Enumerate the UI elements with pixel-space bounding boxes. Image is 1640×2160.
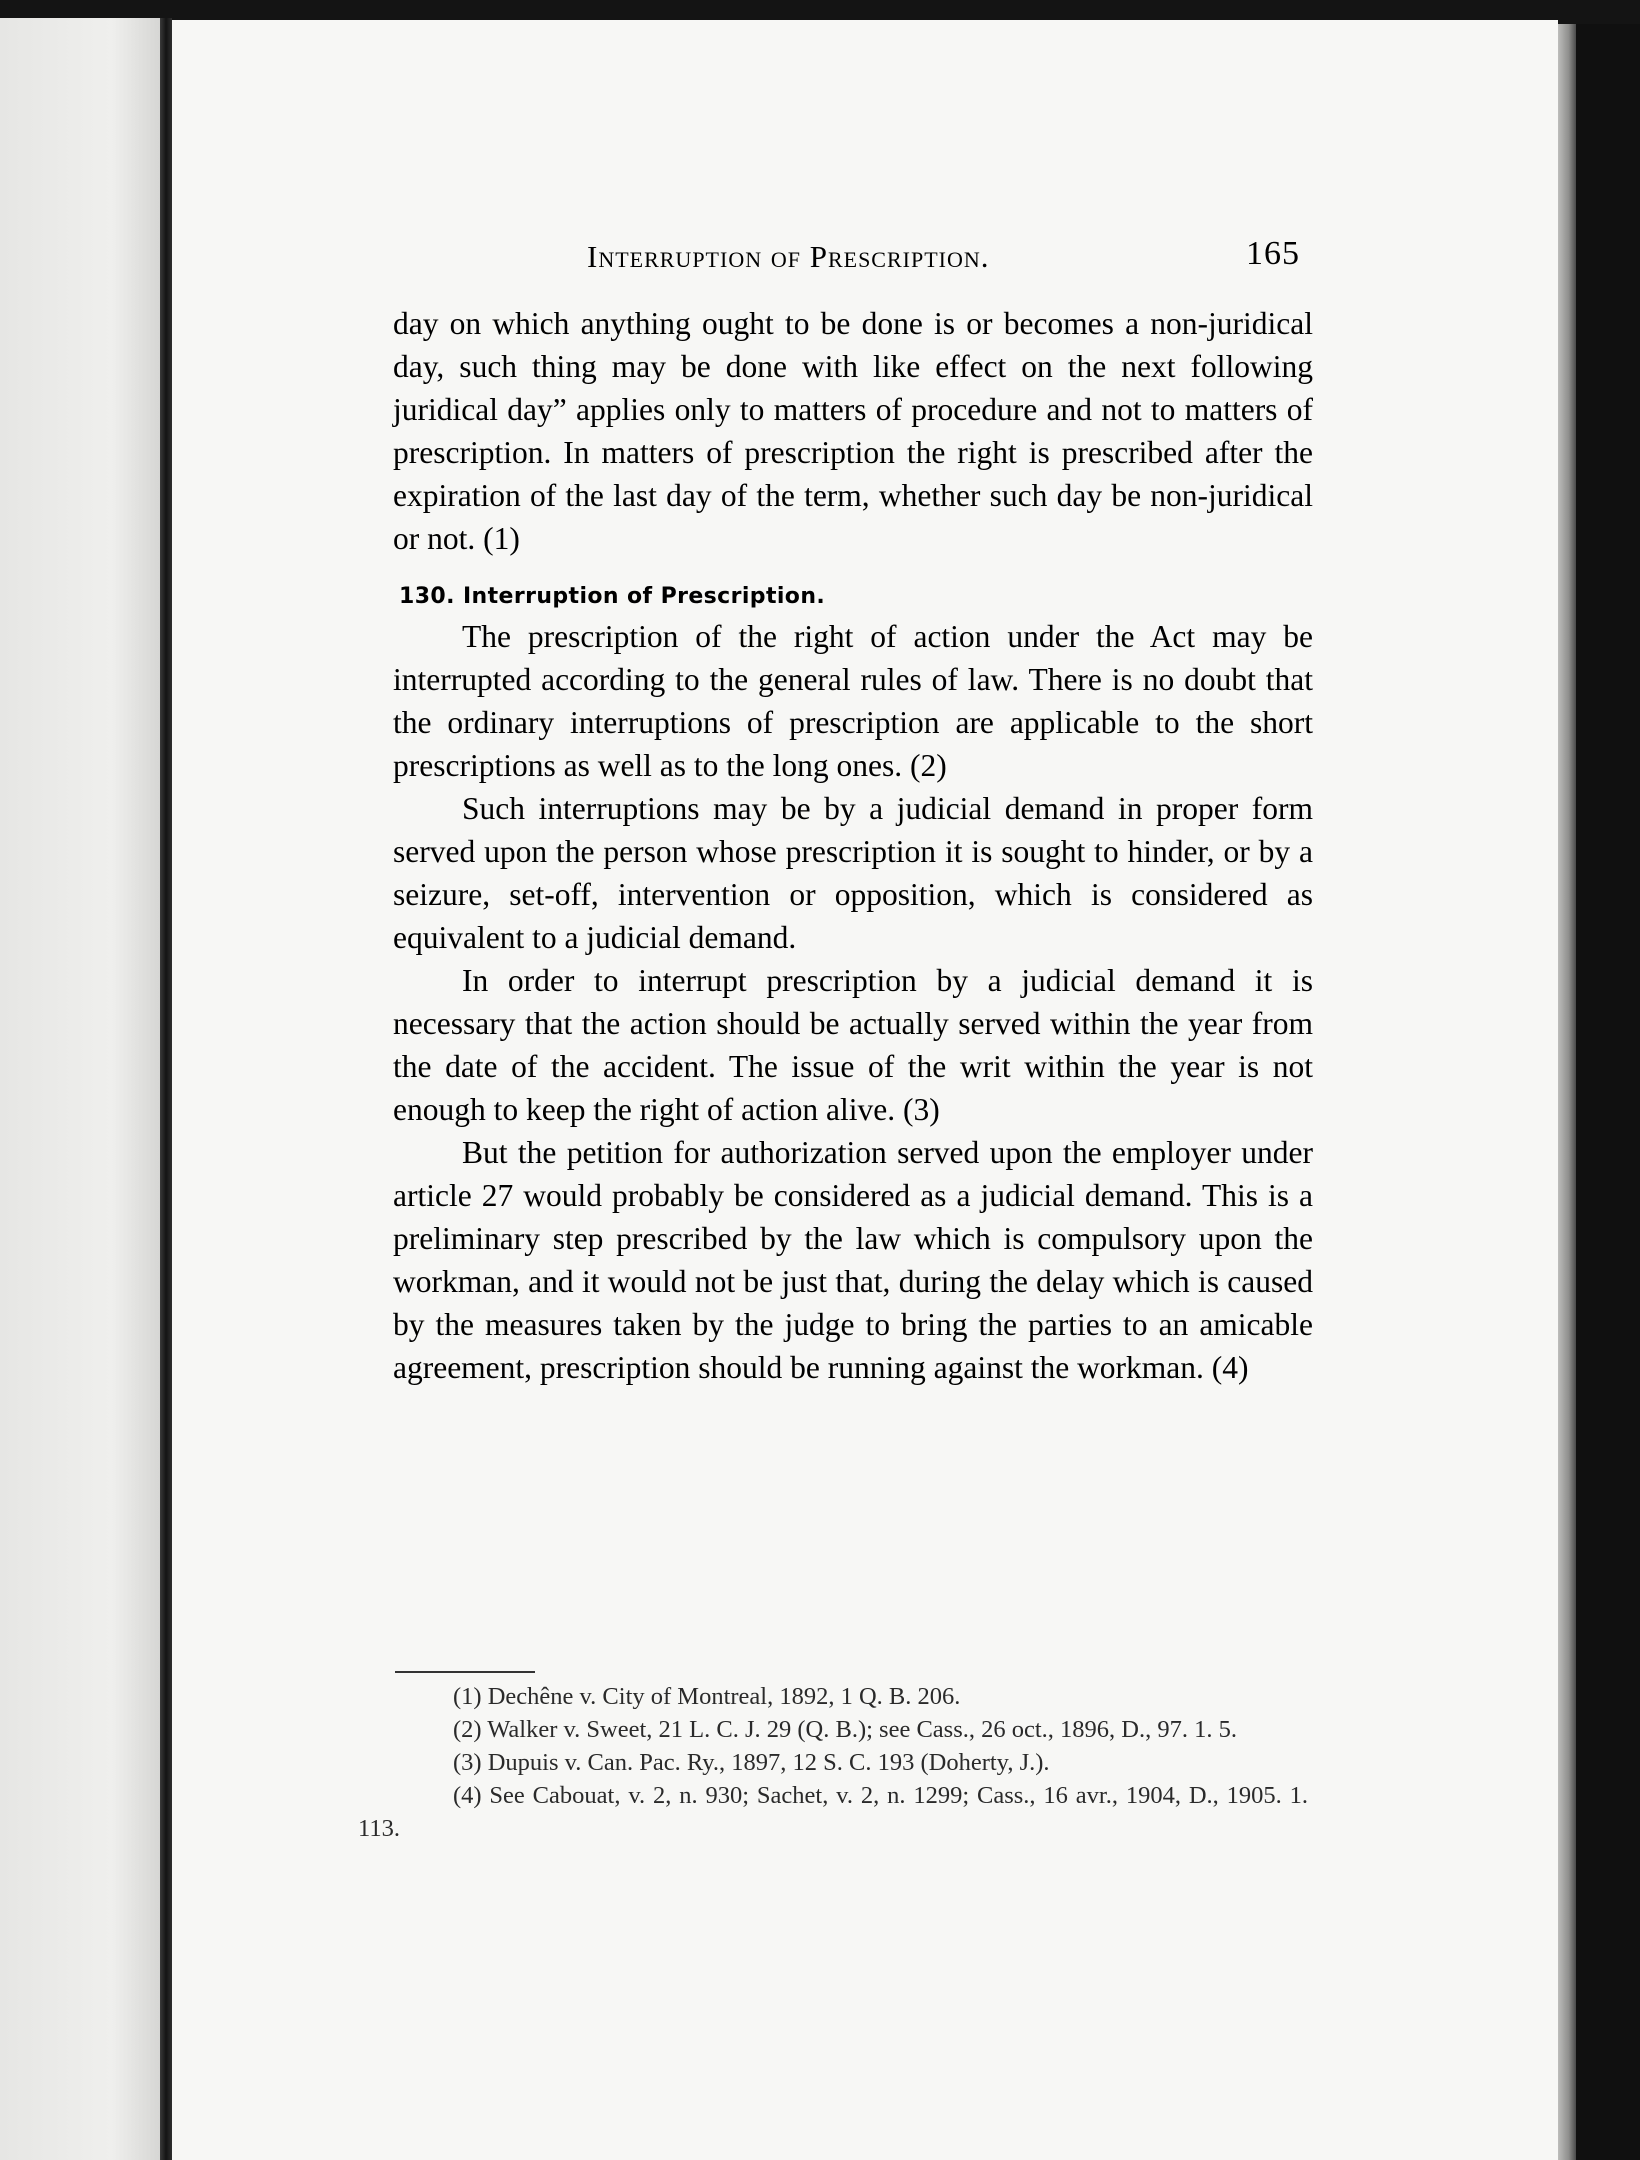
footnote-rule — [395, 1671, 535, 1673]
page-number: 165 — [1246, 235, 1300, 272]
running-head — [395, 235, 1300, 281]
section-heading: 130. Interruption of Prescription. — [399, 584, 826, 609]
body-text — [393, 302, 1313, 1389]
running-head-title: Interruption of Prescription. — [587, 239, 990, 274]
paragraph-continued: day on which anything ought to be done is or becomes a non-juridical day, such thing may be done with like effect on the next following juridical day” applies only to matters of procedure and not to matters of prescription. In matters of prescription the right is prescribed after the expiration of the last day of the term, whether such day be non-juridical or not. (1) — [393, 306, 1313, 556]
footnotes — [358, 1680, 1308, 1845]
paragraph: But the petition for authorization served upon the employer under article 27 would probably be considered as a judicial demand. This is a preliminary step prescribed by the law which is compulsory upon the workman, and it would not be just that, during the delay which is caused by the measures taken by the judge to bring the parties to an amicable agreement, prescription should be running against the workman. (4) — [393, 1135, 1313, 1385]
paragraph: The prescription of the right of action under the Act may be interrupted according to the general rules of law. There is no doubt that the ordinary interruptions of prescription are applicable to the short prescriptions as well as to the long ones. (2) — [393, 619, 1313, 783]
page-edge-shadow — [1558, 24, 1576, 2160]
left-page-margin — [0, 18, 160, 2160]
paragraph: Such interruptions may be by a judicial demand in proper form served upon the person whose prescription it is sought to hinder, or by a seizure, set-off, intervention or opposition, which is considered as equivalent to a judicial demand. — [393, 791, 1313, 955]
scan-right-border — [1576, 24, 1640, 2160]
footnote-1: (1) Dechêne v. City of Montreal, 1892, 1 Q. B. 206. — [453, 1683, 961, 1710]
footnote-4: (4) See Cabouat, v. 2, n. 930; Sachet, v. 2, n. 1299; Cass., 16 avr., 1904, D., 1905. 1. 113. — [358, 1782, 1308, 1842]
footnote-3: (3) Dupuis v. Can. Pac. Ry., 1897, 12 S. C. 193 (Doherty, J.). — [453, 1749, 1050, 1776]
book-binding — [160, 18, 172, 2160]
footnote-2: (2) Walker v. Sweet, 21 L. C. J. 29 (Q. B.); see Cass., 26 oct., 1896, D., 97. 1. 5. — [453, 1716, 1237, 1743]
paragraph: In order to interrupt prescription by a judicial demand it is necessary that the action should be actually served within the year from the date of the accident. The issue of the writ within the year is not enough to keep the right of action alive. (3) — [393, 963, 1313, 1127]
